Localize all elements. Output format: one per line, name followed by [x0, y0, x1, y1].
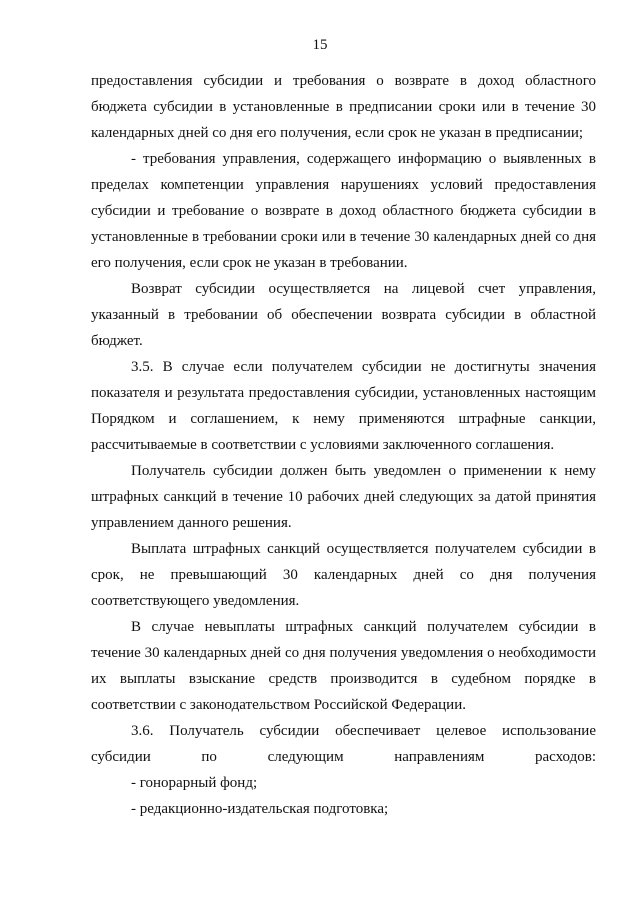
paragraph-3-5: 3.5. В случае если получателем субсидии не достигнуты значения показателя и результата предоставления субсидии, установленных настоящим Порядком и соглашением, к нему применяются штрафные санкции, рассчитываемые в соответствии с условиями заключенного соглашения. [91, 359, 596, 453]
list-item-fee-fund: - гонорарный фонд; [131, 775, 258, 791]
paragraph-continuation: предоставления субсидии и требования о возврате в доход областного бюджета субсидии в установленные в предписании сроки или в течение 30 календарных дней со дня его получения, если срок не указан в предписании; [91, 73, 596, 141]
paragraph-penalty-payment: Выплата штрафных санкций осуществляется получателем субсидии в срок, не превышающий 30 календарных дней со дня получения соответствующего уведомления. [91, 541, 596, 609]
paragraph-subsidy-return: Возврат субсидии осуществляется на лицевой счет управления, указанный в требовании об обеспечении возврата субсидии в областной бюджет. [91, 281, 596, 349]
body-text [91, 68, 596, 822]
list-item-editorial-preparation: - редакционно-издательская подготовка; [131, 801, 389, 817]
paragraph-non-payment: В случае невыплаты штрафных санкций получателем субсидии в течение 30 календарных дней со дня получения уведомления о необходимости их выплаты взыскание средств производится в судебном порядке в соответствии с законодательством Российской Федерации. [91, 619, 596, 713]
paragraph-3-6: 3.6. Получатель субсидии обеспечивает целевое использование субсидии по следующим направлениям расходов: [91, 723, 596, 765]
paragraph-management-requirement: - требования управления, содержащего информацию о выявленных в пределах компетенции управления нарушениях условий предоставления субсидии и требование о возврате в доход областного бюджета субсидии в установленные в требовании сроки или в течение 30 календарных дней со дня его получения, если срок не указан в требовании. [91, 151, 596, 271]
paragraph-notification: Получатель субсидии должен быть уведомлен о применении к нему штрафных санкций в течение 10 рабочих дней следующих за датой принятия управлением данного решения. [91, 463, 596, 531]
page-number: 15 [312, 37, 328, 53]
